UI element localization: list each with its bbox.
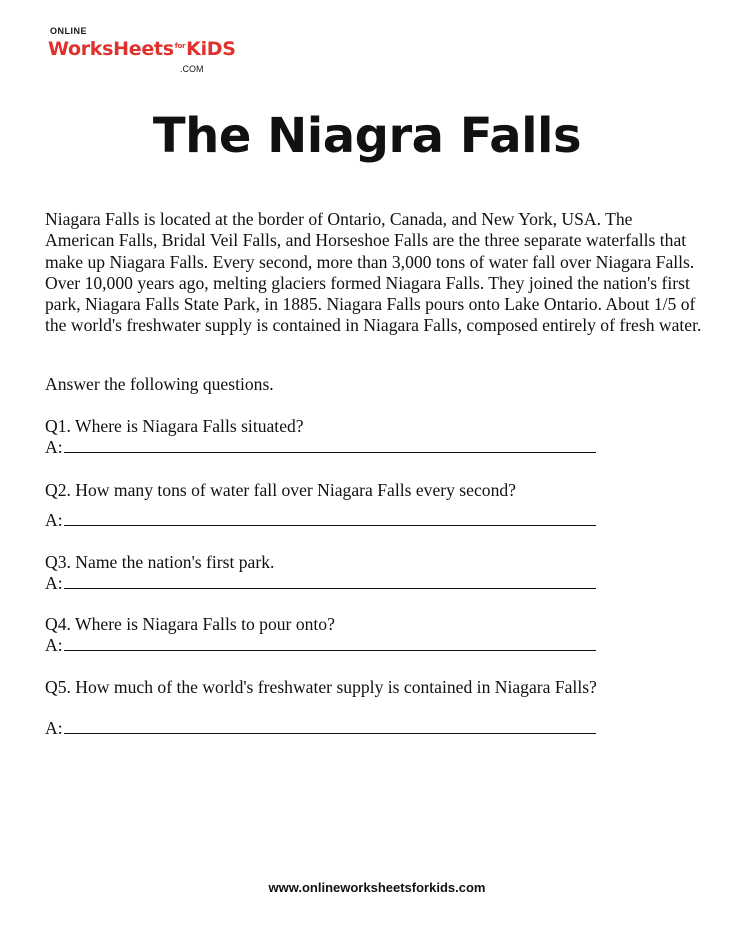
answer-prefix: A:: [45, 510, 63, 530]
reading-passage: Niagara Falls is located at the border of Ontario, Canada, and New York, USA. The American Falls, Bridal Veil Falls, and Horseshoe Falls are the three separate waterfalls that make up Niagara Falls. Every second, more than 3,000 tons of water fall over Niagara Falls. Over 10,000 years ago, melting glaciers formed Niagara Falls. They joined the nation's first park, Niagara Falls State Park, in 1885. Niagara Falls pours onto Lake Ontario. About 1/5 of the world's freshwater supply is contained in Niagara Falls, composed entirely of fresh water.: [45, 209, 702, 336]
question-5: Q5. How much of the world's freshwater supply is contained in Niagara Falls?: [45, 677, 597, 697]
answer-line[interactable]: [64, 573, 596, 589]
answer-prefix: A:: [45, 573, 63, 593]
logo-main-text: [48, 38, 236, 60]
logo-online-text: ONLINE: [50, 26, 88, 36]
answer-3[interactable]: [45, 573, 596, 594]
site-logo: [48, 26, 236, 78]
answer-5[interactable]: [45, 718, 596, 739]
answer-line[interactable]: [64, 635, 596, 651]
answer-2[interactable]: [45, 510, 596, 531]
logo-for-text: for: [174, 42, 186, 50]
question-1: Q1. Where is Niagara Falls situated?: [45, 416, 304, 436]
answer-prefix: A:: [45, 437, 63, 457]
logo-worksheets-text: WorksHeets: [48, 38, 174, 60]
question-2: Q2. How many tons of water fall over Niagara Falls every second?: [45, 480, 516, 500]
logo-com-text: .COM: [180, 64, 204, 74]
answer-line[interactable]: [64, 718, 596, 734]
answer-line[interactable]: [64, 510, 596, 526]
question-4: Q4. Where is Niagara Falls to pour onto?: [45, 614, 335, 634]
answer-prefix: A:: [45, 635, 63, 655]
answer-1[interactable]: [45, 437, 596, 458]
logo-kids-text: KiDS: [186, 38, 236, 60]
answer-4[interactable]: [45, 635, 596, 656]
answer-line[interactable]: [64, 437, 596, 453]
page-title: The Niagra Falls: [152, 108, 582, 164]
footer-url: www.onlineworksheetsforkids.com: [268, 880, 486, 895]
question-3: Q3. Name the nation's first park.: [45, 552, 275, 572]
answer-prefix: A:: [45, 718, 63, 738]
instruction-text: Answer the following questions.: [45, 374, 274, 394]
